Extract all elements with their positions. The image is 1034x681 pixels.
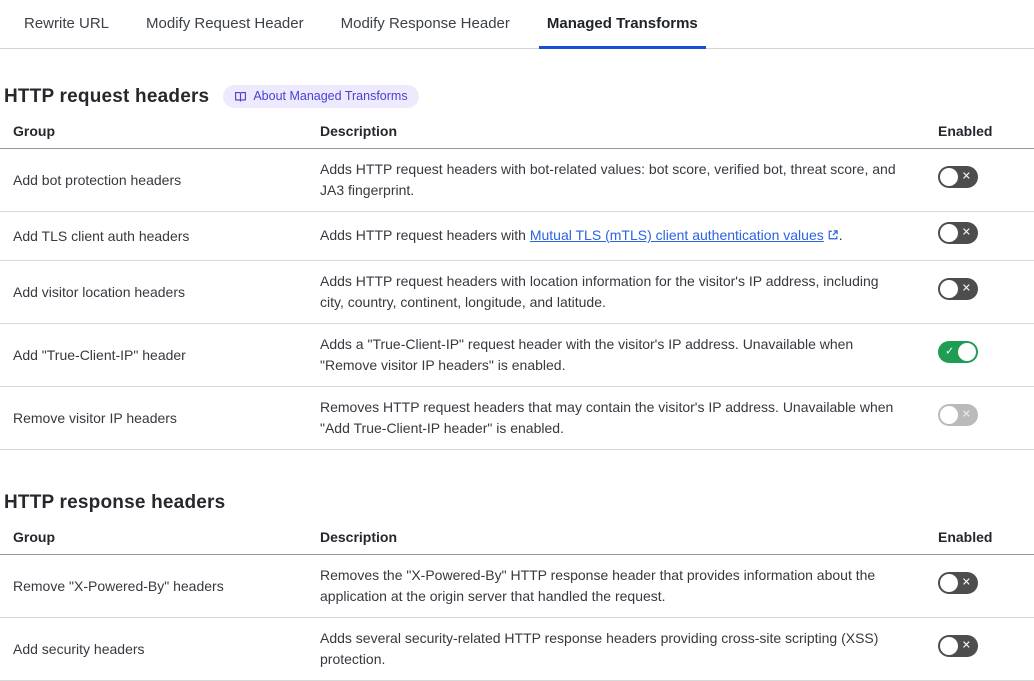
table-header-row (0, 118, 1034, 149)
table-row (0, 555, 1034, 618)
group-label: Remove "X-Powered-By" headers (0, 555, 320, 618)
table-row (0, 618, 1034, 681)
x-icon: ✕ (961, 576, 971, 589)
group-label: Add bot protection headers (0, 149, 320, 212)
column-header-enabled: Enabled (928, 524, 1034, 555)
tab-bar (0, 0, 1034, 49)
toggle-knob (940, 637, 958, 655)
toggle-knob (940, 224, 958, 242)
description-text: Adds several security-related HTTP response headers providing cross-site scripting (XSS) protection. (320, 618, 928, 681)
check-icon: ✓ (945, 345, 955, 358)
column-header-description: Description (320, 524, 928, 555)
table-header-row (0, 524, 1034, 555)
table-row (0, 387, 1034, 450)
x-icon: ✕ (961, 639, 971, 652)
response-headers-section-head (4, 492, 1034, 514)
external-link-icon (827, 228, 839, 244)
group-label: Add "True-Client-IP" header (0, 324, 320, 387)
description-text: Adds HTTP request headers with location information for the visitor's IP address, including city, country, continent, longitude, and latitude. (320, 261, 928, 324)
mtls-docs-link[interactable]: Mutual TLS (mTLS) client authentication values (529, 227, 824, 243)
enabled-toggle[interactable] (938, 166, 978, 188)
description-text (320, 212, 928, 261)
column-header-enabled: Enabled (928, 118, 1034, 149)
table-row (0, 149, 1034, 212)
enabled-toggle[interactable] (938, 341, 978, 363)
enabled-toggle[interactable] (938, 572, 978, 594)
tab-managed-transforms[interactable]: Managed Transforms (539, 0, 706, 49)
enabled-toggle[interactable] (938, 278, 978, 300)
request-headers-table (0, 118, 1034, 450)
description-text: Adds HTTP request headers with bot-related values: bot score, verified bot, threat score, and JA3 fingerprint. (320, 149, 928, 212)
description-text: Adds a "True-Client-IP" request header with the visitor's IP address. Unavailable when "Remove visitor IP headers" is enabled. (320, 324, 928, 387)
group-label: Remove visitor IP headers (0, 387, 320, 450)
column-header-description: Description (320, 118, 928, 149)
tab-modify-request-header[interactable]: Modify Request Header (146, 14, 304, 32)
description-prefix: Adds HTTP request headers with (320, 227, 530, 243)
group-label: Add security headers (0, 618, 320, 681)
response-headers-table (0, 524, 1034, 681)
x-icon: ✕ (961, 282, 971, 295)
table-row (0, 324, 1034, 387)
group-label: Add TLS client auth headers (0, 212, 320, 261)
description-text: Removes the "X-Powered-By" HTTP response header that provides information about the application at the origin server that handled the request. (320, 555, 928, 618)
badge-label: About Managed Transforms (253, 89, 408, 104)
toggle-knob (940, 168, 958, 186)
column-header-group: Group (0, 118, 320, 149)
toggle-knob (958, 343, 976, 361)
description-suffix: . (838, 227, 843, 243)
request-headers-section-head (4, 85, 1034, 108)
enabled-toggle[interactable] (938, 222, 978, 244)
description-text: Removes HTTP request headers that may contain the visitor's IP address. Unavailable when "Add True-Client-IP header" is enabled. (320, 387, 928, 450)
book-icon (234, 90, 247, 103)
x-icon: ✕ (961, 408, 971, 421)
x-icon: ✕ (961, 170, 971, 183)
group-label: Add visitor location headers (0, 261, 320, 324)
table-row (0, 261, 1034, 324)
column-header-group: Group (0, 524, 320, 555)
tab-rewrite-url[interactable]: Rewrite URL (24, 14, 110, 32)
enabled-toggle (938, 404, 978, 426)
enabled-toggle[interactable] (938, 635, 978, 657)
section-title-request-headers: HTTP request headers (4, 85, 210, 107)
about-managed-transforms-link[interactable] (223, 85, 418, 108)
toggle-knob (940, 406, 958, 424)
section-title-response-headers: HTTP response headers (4, 492, 226, 513)
toggle-knob (940, 574, 958, 592)
table-row (0, 212, 1034, 261)
toggle-knob (940, 280, 958, 298)
x-icon: ✕ (961, 226, 971, 239)
tab-modify-response-header[interactable]: Modify Response Header (340, 14, 510, 32)
